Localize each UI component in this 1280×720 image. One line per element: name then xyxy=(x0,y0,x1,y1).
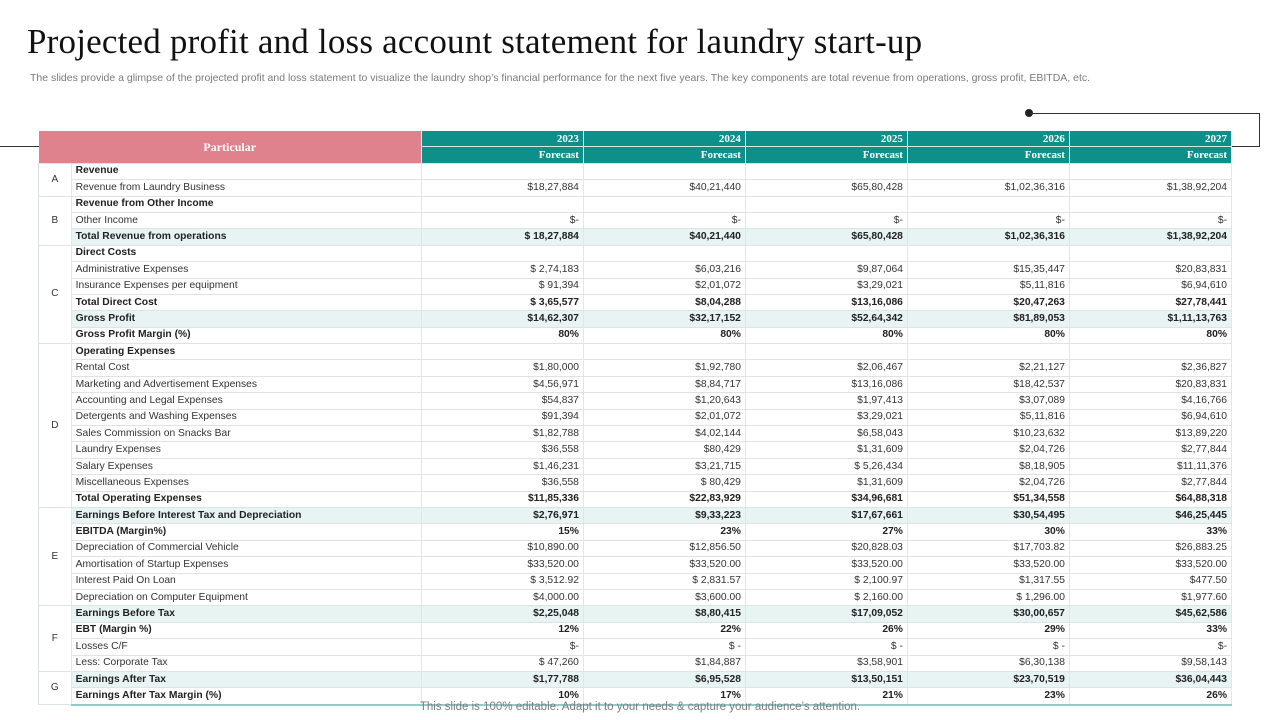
section-letter: E xyxy=(39,507,72,605)
value-cell: 33% xyxy=(1069,622,1231,638)
value-cell: $6,58,043 xyxy=(745,426,907,442)
value-cell: $3,58,901 xyxy=(745,655,907,671)
row-label: Losses C/F xyxy=(71,639,421,655)
section-letter: D xyxy=(39,344,72,508)
table-row xyxy=(39,524,1232,540)
value-cell xyxy=(1069,344,1231,360)
value-cell: $13,89,220 xyxy=(1069,426,1231,442)
section-letter: B xyxy=(39,196,72,245)
table-row xyxy=(39,589,1232,605)
table-row xyxy=(39,278,1232,294)
value-cell: $36,558 xyxy=(421,442,583,458)
table-row xyxy=(39,573,1232,589)
value-cell: $1,11,13,763 xyxy=(1069,311,1231,327)
decorative-line-left xyxy=(0,146,40,147)
value-cell: $33,520.00 xyxy=(421,557,583,573)
value-cell: $20,83,831 xyxy=(1069,376,1231,392)
row-label: Direct Costs xyxy=(71,245,421,261)
forecast-label: Forecast xyxy=(583,147,745,163)
value-cell: $6,95,528 xyxy=(583,671,745,687)
table-row xyxy=(39,344,1232,360)
value-cell: $1,84,887 xyxy=(583,655,745,671)
value-cell xyxy=(421,344,583,360)
table-row xyxy=(39,458,1232,474)
value-cell: $34,96,681 xyxy=(745,491,907,507)
row-label: Earnings After Tax xyxy=(71,671,421,687)
value-cell: $1,20,643 xyxy=(583,393,745,409)
table-row xyxy=(39,639,1232,655)
value-cell: $2,76,971 xyxy=(421,507,583,523)
value-cell: 80% xyxy=(907,327,1069,343)
year-header: 2023 xyxy=(421,131,583,147)
value-cell: $1,92,780 xyxy=(583,360,745,376)
year-header: 2025 xyxy=(745,131,907,147)
value-cell: $13,50,151 xyxy=(745,671,907,687)
value-cell: $17,703.82 xyxy=(907,540,1069,556)
table-row xyxy=(39,360,1232,376)
table-row xyxy=(39,426,1232,442)
value-cell: $- xyxy=(421,212,583,228)
value-cell: $ 47,260 xyxy=(421,655,583,671)
value-cell: $4,000.00 xyxy=(421,589,583,605)
table-row xyxy=(39,311,1232,327)
row-label: Rental Cost xyxy=(71,360,421,376)
value-cell: $ 1,296.00 xyxy=(907,589,1069,605)
value-cell: 10% xyxy=(421,688,583,705)
value-cell: 33% xyxy=(1069,524,1231,540)
value-cell: 30% xyxy=(907,524,1069,540)
value-cell: 26% xyxy=(745,622,907,638)
row-label: EBITDA (Margin%) xyxy=(71,524,421,540)
value-cell: $32,17,152 xyxy=(583,311,745,327)
value-cell: $ 3,512.92 xyxy=(421,573,583,589)
forecast-label: Forecast xyxy=(907,147,1069,163)
table-row xyxy=(39,245,1232,261)
value-cell: $1,317.55 xyxy=(907,573,1069,589)
value-cell xyxy=(907,196,1069,212)
value-cell: $477.50 xyxy=(1069,573,1231,589)
value-cell: $1,82,788 xyxy=(421,426,583,442)
value-cell xyxy=(745,344,907,360)
value-cell xyxy=(421,196,583,212)
value-cell: $13,16,086 xyxy=(745,376,907,392)
table-row xyxy=(39,327,1232,343)
value-cell: $26,883.25 xyxy=(1069,540,1231,556)
value-cell: $2,21,127 xyxy=(907,360,1069,376)
page-title: Projected profit and loss account statement for laundry start-up xyxy=(27,22,923,61)
table-row xyxy=(39,163,1232,179)
value-cell: $9,87,064 xyxy=(745,262,907,278)
value-cell: 80% xyxy=(583,327,745,343)
value-cell: $2,06,467 xyxy=(745,360,907,376)
value-cell: $17,09,052 xyxy=(745,606,907,622)
row-label: Total Operating Expenses xyxy=(71,491,421,507)
value-cell: $20,83,831 xyxy=(1069,262,1231,278)
value-cell: $4,02,144 xyxy=(583,426,745,442)
value-cell: $3,29,021 xyxy=(745,409,907,425)
profit-loss-table xyxy=(38,131,1232,706)
value-cell xyxy=(745,196,907,212)
value-cell: $5,11,816 xyxy=(907,409,1069,425)
value-cell: $30,00,657 xyxy=(907,606,1069,622)
value-cell: $4,16,766 xyxy=(1069,393,1231,409)
value-cell: $18,27,884 xyxy=(421,180,583,196)
value-cell xyxy=(907,344,1069,360)
table-row xyxy=(39,212,1232,228)
value-cell: $2,04,726 xyxy=(907,475,1069,491)
value-cell: $1,31,609 xyxy=(745,442,907,458)
value-cell: $- xyxy=(1069,639,1231,655)
table-row xyxy=(39,606,1232,622)
value-cell: $17,67,661 xyxy=(745,507,907,523)
value-cell xyxy=(907,245,1069,261)
value-cell: $9,58,143 xyxy=(1069,655,1231,671)
value-cell: $2,77,844 xyxy=(1069,475,1231,491)
table-row xyxy=(39,393,1232,409)
row-label: Earnings Before Tax xyxy=(71,606,421,622)
value-cell: $23,70,519 xyxy=(907,671,1069,687)
value-cell: $ 5,26,434 xyxy=(745,458,907,474)
value-cell xyxy=(1069,196,1231,212)
table-row xyxy=(39,294,1232,310)
table-row xyxy=(39,622,1232,638)
table-row xyxy=(39,655,1232,671)
value-cell: $2,01,072 xyxy=(583,278,745,294)
value-cell: $2,36,827 xyxy=(1069,360,1231,376)
value-cell: $3,29,021 xyxy=(745,278,907,294)
value-cell: $20,47,263 xyxy=(907,294,1069,310)
value-cell: $33,520.00 xyxy=(583,557,745,573)
value-cell: 80% xyxy=(1069,327,1231,343)
value-cell: $- xyxy=(745,212,907,228)
value-cell: $40,21,440 xyxy=(583,229,745,245)
value-cell xyxy=(421,163,583,179)
value-cell: $4,56,971 xyxy=(421,376,583,392)
table-row xyxy=(39,540,1232,556)
value-cell: $52,64,342 xyxy=(745,311,907,327)
particular-header: Particular xyxy=(39,131,422,163)
section-letter: G xyxy=(39,671,72,704)
value-cell: $91,394 xyxy=(421,409,583,425)
value-cell xyxy=(1069,163,1231,179)
value-cell: $6,94,610 xyxy=(1069,409,1231,425)
value-cell: $81,89,053 xyxy=(907,311,1069,327)
year-header: 2027 xyxy=(1069,131,1231,147)
value-cell: $8,84,717 xyxy=(583,376,745,392)
row-label: Detergents and Washing Expenses xyxy=(71,409,421,425)
value-cell: $ 2,100.97 xyxy=(745,573,907,589)
value-cell: $1,02,36,316 xyxy=(907,229,1069,245)
value-cell: $13,16,086 xyxy=(745,294,907,310)
row-label: Other Income xyxy=(71,212,421,228)
table-row xyxy=(39,557,1232,573)
value-cell: $ - xyxy=(583,639,745,655)
value-cell: $3,07,089 xyxy=(907,393,1069,409)
value-cell: $ 18,27,884 xyxy=(421,229,583,245)
row-label: Total Direct Cost xyxy=(71,294,421,310)
forecast-label: Forecast xyxy=(745,147,907,163)
value-cell: $1,977.60 xyxy=(1069,589,1231,605)
value-cell: $- xyxy=(583,212,745,228)
year-header: 2026 xyxy=(907,131,1069,147)
row-label: Salary Expenses xyxy=(71,458,421,474)
value-cell: $2,25,048 xyxy=(421,606,583,622)
table-row xyxy=(39,376,1232,392)
row-label: Interest Paid On Loan xyxy=(71,573,421,589)
value-cell: $18,42,537 xyxy=(907,376,1069,392)
table-row xyxy=(39,442,1232,458)
forecast-label: Forecast xyxy=(421,147,583,163)
value-cell: $65,80,428 xyxy=(745,229,907,245)
value-cell: $10,890.00 xyxy=(421,540,583,556)
value-cell: $15,35,447 xyxy=(907,262,1069,278)
value-cell xyxy=(583,245,745,261)
row-label: Insurance Expenses per equipment xyxy=(71,278,421,294)
value-cell: 12% xyxy=(421,622,583,638)
value-cell xyxy=(745,245,907,261)
value-cell: $64,88,318 xyxy=(1069,491,1231,507)
section-letter: C xyxy=(39,245,72,343)
value-cell: $1,02,36,316 xyxy=(907,180,1069,196)
value-cell: $30,54,495 xyxy=(907,507,1069,523)
section-letter: A xyxy=(39,163,72,196)
row-label: Depreciation on Computer Equipment xyxy=(71,589,421,605)
forecast-label: Forecast xyxy=(1069,147,1231,163)
value-cell xyxy=(421,245,583,261)
value-cell: 22% xyxy=(583,622,745,638)
value-cell: $12,856.50 xyxy=(583,540,745,556)
row-label: Revenue from Laundry Business xyxy=(71,180,421,196)
year-header-row xyxy=(39,131,1232,147)
value-cell: $2,77,844 xyxy=(1069,442,1231,458)
value-cell: $1,80,000 xyxy=(421,360,583,376)
row-label: Amortisation of Startup Expenses xyxy=(71,557,421,573)
value-cell: $- xyxy=(1069,212,1231,228)
value-cell: $40,21,440 xyxy=(583,180,745,196)
value-cell: $- xyxy=(421,639,583,655)
value-cell: $36,04,443 xyxy=(1069,671,1231,687)
row-label: Earnings Before Interest Tax and Depreciation xyxy=(71,507,421,523)
value-cell: $1,38,92,204 xyxy=(1069,229,1231,245)
value-cell: $33,520.00 xyxy=(907,557,1069,573)
value-cell: $1,38,92,204 xyxy=(1069,180,1231,196)
value-cell xyxy=(583,196,745,212)
value-cell: $8,18,905 xyxy=(907,458,1069,474)
row-label: Operating Expenses xyxy=(71,344,421,360)
value-cell: 21% xyxy=(745,688,907,705)
table-row xyxy=(39,196,1232,212)
value-cell: $1,97,413 xyxy=(745,393,907,409)
section-letter: F xyxy=(39,606,72,672)
row-label: Laundry Expenses xyxy=(71,442,421,458)
value-cell: $46,25,445 xyxy=(1069,507,1231,523)
value-cell: 27% xyxy=(745,524,907,540)
table-body xyxy=(39,163,1232,704)
value-cell: $14,62,307 xyxy=(421,311,583,327)
value-cell: 17% xyxy=(583,688,745,705)
value-cell xyxy=(1069,245,1231,261)
value-cell: $2,01,072 xyxy=(583,409,745,425)
decorative-line-top xyxy=(1030,113,1260,114)
row-label: Revenue from Other Income xyxy=(71,196,421,212)
value-cell: $ 2,74,183 xyxy=(421,262,583,278)
value-cell: $80,429 xyxy=(583,442,745,458)
value-cell xyxy=(745,163,907,179)
value-cell: $3,600.00 xyxy=(583,589,745,605)
value-cell: 23% xyxy=(907,688,1069,705)
value-cell: $3,21,715 xyxy=(583,458,745,474)
value-cell: $1,77,788 xyxy=(421,671,583,687)
value-cell: $- xyxy=(907,212,1069,228)
value-cell: 26% xyxy=(1069,688,1231,705)
value-cell: $51,34,558 xyxy=(907,491,1069,507)
value-cell: $ 91,394 xyxy=(421,278,583,294)
value-cell xyxy=(907,163,1069,179)
row-label: Accounting and Legal Expenses xyxy=(71,393,421,409)
value-cell: $ 2,160.00 xyxy=(745,589,907,605)
value-cell: $33,520.00 xyxy=(745,557,907,573)
value-cell: $65,80,428 xyxy=(745,180,907,196)
value-cell: $33,520.00 xyxy=(1069,557,1231,573)
decorative-line-right xyxy=(1259,113,1260,147)
value-cell: $9,33,223 xyxy=(583,507,745,523)
value-cell: $6,94,610 xyxy=(1069,278,1231,294)
value-cell: $ 3,65,577 xyxy=(421,294,583,310)
row-label: Earnings After Tax Margin (%) xyxy=(71,688,421,705)
table-row xyxy=(39,180,1232,196)
value-cell: $45,62,586 xyxy=(1069,606,1231,622)
table-row xyxy=(39,409,1232,425)
row-label: Gross Profit xyxy=(71,311,421,327)
value-cell: 23% xyxy=(583,524,745,540)
value-cell: $6,03,216 xyxy=(583,262,745,278)
value-cell: $20,828.03 xyxy=(745,540,907,556)
value-cell: $5,11,816 xyxy=(907,278,1069,294)
value-cell: $27,78,441 xyxy=(1069,294,1231,310)
row-label: Total Revenue from operations xyxy=(71,229,421,245)
year-header: 2024 xyxy=(583,131,745,147)
value-cell: $1,31,609 xyxy=(745,475,907,491)
value-cell: $ - xyxy=(745,639,907,655)
value-cell: 80% xyxy=(421,327,583,343)
value-cell xyxy=(583,344,745,360)
row-label: Marketing and Advertisement Expenses xyxy=(71,376,421,392)
value-cell: $2,04,726 xyxy=(907,442,1069,458)
footer-note: This slide is 100% editable. Adapt it to your needs & capture your audience’s attention. xyxy=(419,701,861,713)
page-subtitle: The slides provide a glimpse of the projected profit and loss statement to visualize the laundry shop’s financial performance for the next five years. The key components are total revenue from operations, gross profit, EBITDA, etc. xyxy=(30,72,1091,84)
value-cell: $6,30,138 xyxy=(907,655,1069,671)
row-label: Sales Commission on Snacks Bar xyxy=(71,426,421,442)
value-cell: $22,83,929 xyxy=(583,491,745,507)
decorative-line-right-bottom xyxy=(1232,146,1260,147)
table-row xyxy=(39,507,1232,523)
value-cell: $10,23,632 xyxy=(907,426,1069,442)
row-label: Depreciation of Commercial Vehicle xyxy=(71,540,421,556)
value-cell: $ 80,429 xyxy=(583,475,745,491)
row-label: Administrative Expenses xyxy=(71,262,421,278)
row-label: Less: Corporate Tax xyxy=(71,655,421,671)
value-cell: $11,85,336 xyxy=(421,491,583,507)
value-cell: $36,558 xyxy=(421,475,583,491)
value-cell: $8,80,415 xyxy=(583,606,745,622)
table-row xyxy=(39,491,1232,507)
value-cell xyxy=(583,163,745,179)
table-row xyxy=(39,475,1232,491)
table-row xyxy=(39,262,1232,278)
value-cell: $54,837 xyxy=(421,393,583,409)
value-cell: 29% xyxy=(907,622,1069,638)
row-label: Gross Profit Margin (%) xyxy=(71,327,421,343)
row-label: Revenue xyxy=(71,163,421,179)
row-label: Miscellaneous Expenses xyxy=(71,475,421,491)
value-cell: 15% xyxy=(421,524,583,540)
table-row xyxy=(39,229,1232,245)
value-cell: $ - xyxy=(907,639,1069,655)
value-cell: $8,04,288 xyxy=(583,294,745,310)
row-label: EBT (Margin %) xyxy=(71,622,421,638)
value-cell: $1,46,231 xyxy=(421,458,583,474)
table-row xyxy=(39,671,1232,687)
value-cell: 80% xyxy=(745,327,907,343)
value-cell: $11,11,376 xyxy=(1069,458,1231,474)
value-cell: $ 2,831.57 xyxy=(583,573,745,589)
